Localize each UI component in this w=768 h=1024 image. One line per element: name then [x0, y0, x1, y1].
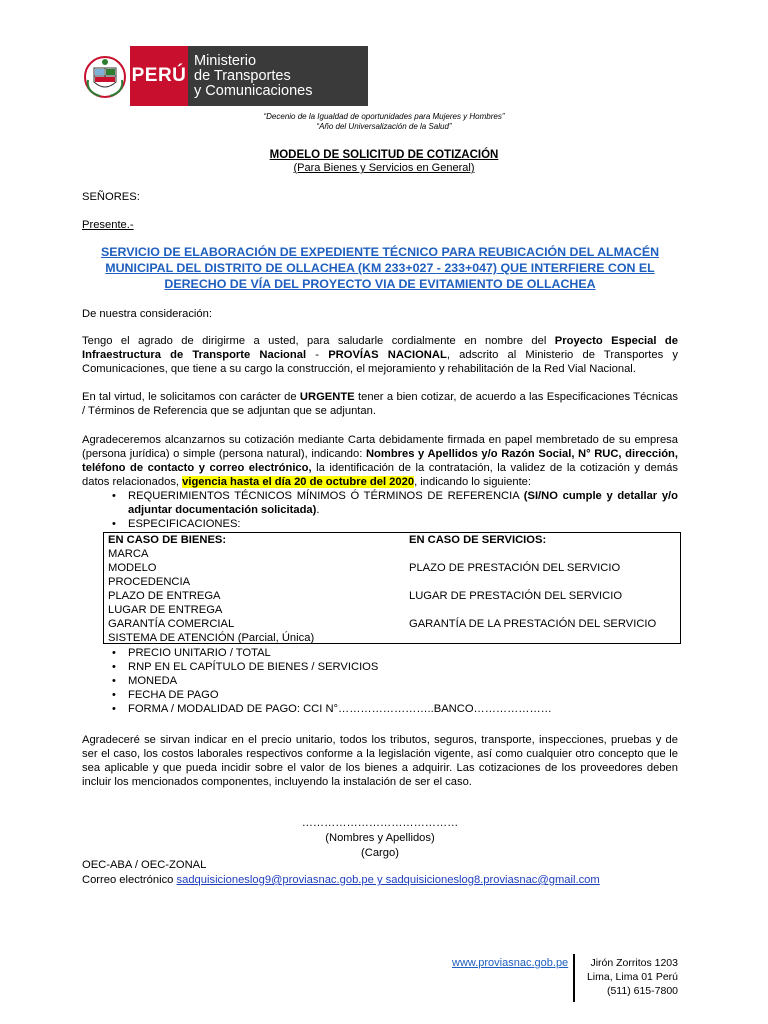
email-link[interactable]: sadquisicioneslog9@proviasnac.gob.pe y sadquisicioneslog8.proviasnac@gmail.com	[176, 874, 600, 886]
email-line	[82, 873, 678, 887]
paragraph-pricing: Agradeceré se sirvan indicar en el precio unitario, todos los tributos, seguros, transporte, inspecciones, pruebas y de ser el caso, los costos laborales respectivos conforme a la legislación vigente, así como cualquier otro concepto que le sea aplicable y que pueda incidir sobre el valor de los bienes a adquirir. Las cotizaciones de los proveedores deben incluir los mencionados componentes, incluyendo la instalación de ser el caso.	[82, 734, 678, 788]
services-item: LUGAR DE PRESTACIÓN DEL SERVICIO	[409, 590, 623, 602]
greeting: De nuestra consideración:	[82, 308, 212, 320]
presente: Presente.-	[82, 219, 134, 231]
country-label: PERÚ	[130, 46, 188, 106]
list-item: • MONEDA	[82, 674, 678, 688]
coat-of-arms-icon	[80, 46, 130, 106]
specifications-table	[103, 532, 681, 644]
ministry-logo	[80, 46, 368, 106]
goods-item: LUGAR DE ENTREGA	[108, 604, 223, 616]
services-item	[409, 575, 656, 589]
document-heading	[0, 149, 768, 174]
goods-item: SISTEMA DE ATENCIÓN (Parcial, Única)	[108, 632, 315, 644]
services-item	[409, 631, 656, 645]
validity-highlight: vigencia hasta el día 20 de octubre del 2020	[182, 476, 415, 488]
goods-item: PROCEDENCIA	[108, 576, 191, 588]
website-link[interactable]: www.proviasnac.gob.pe	[452, 957, 569, 969]
services-item	[409, 603, 656, 617]
signature-role: (Cargo)	[361, 847, 399, 859]
goods-header: EN CASO DE BIENES:	[108, 534, 227, 546]
goods-column	[108, 533, 314, 645]
salutation: SEÑORES:	[82, 191, 140, 203]
document-title: MODELO DE SOLICITUD DE COTIZACIÓN	[269, 149, 499, 161]
additional-requirements-list	[82, 646, 678, 716]
list-item: • REQUERIMIENTOS TÉCNICOS MÍNIMOS Ó TÉRMINOS DE REFERENCIA (SI/NO cumple y detallar y/o adjuntar documentación solicitada).	[82, 489, 678, 517]
services-header: EN CASO DE SERVICIOS:	[409, 534, 547, 546]
list-item: • RNP EN EL CAPÍTULO DE BIENES / SERVICIOS	[82, 660, 678, 674]
paragraph-intro: Tengo el agrado de dirigirme a usted, para saludarle cordialmente en nombre del Proyecto Especial de Infraestructura de Transporte Nacional - PROVÍAS NACIONAL, adscrito al Ministerio de Transportes y Comunicaciones, que tiene a su cargo la construcción, el mejoramiento y rehabilitación de la Red Vial Nacional.	[82, 335, 678, 375]
services-item	[409, 547, 656, 561]
paragraph-request: En tal virtud, le solicitamos con carácter de URGENTE tener a bien cotizar, de acuerdo a las Especificaciones Técnicas / Términos de Referencia que se adjuntan que se adjuntan.	[82, 391, 678, 417]
list-item: • FORMA / MODALIDAD DE PAGO: CCI N°……………………..BANCO…………………	[82, 702, 678, 716]
motto: “Decenio de la Igualdad de oportunidades para Mujeres y Hombres” “Año del Universalización de la Salud”	[263, 112, 505, 131]
office-label: OEC-ABA / OEC-ZONAL	[82, 859, 207, 871]
list-item: • FECHA DE PAGO	[82, 688, 678, 702]
signature-name: (Nombres y Apellidos)	[325, 832, 435, 844]
goods-item: MODELO	[108, 562, 157, 574]
email-label: Correo electrónico	[82, 874, 177, 886]
ministry-name: Ministerio de Transportes y Comunicaciones	[188, 46, 368, 106]
signature-line: ……………………………………	[301, 817, 459, 829]
signature-block	[82, 816, 678, 861]
goods-item: MARCA	[108, 548, 149, 560]
list-item: • PRECIO UNITARIO / TOTAL	[82, 646, 678, 660]
goods-item: GARANTÍA COMERCIAL	[108, 618, 235, 630]
services-item: PLAZO DE PRESTACIÓN DEL SERVICIO	[409, 562, 621, 574]
goods-item: PLAZO DE ENTREGA	[108, 590, 221, 602]
services-item: GARANTÍA DE LA PRESTACIÓN DEL SERVICIO	[409, 618, 657, 630]
list-item: • ESPECIFICACIONES:	[82, 517, 678, 531]
requirements-list	[82, 489, 678, 531]
footer-divider	[573, 954, 575, 1002]
services-column	[409, 533, 656, 645]
service-title: SERVICIO DE ELABORACIÓN DE EXPEDIENTE TÉCNICO PARA REUBICACIÓN DEL ALMACÉN MUNICIPAL DEL DISTRITO DE OLLACHEA (KM 233+027 - 233+047) QUE INTERFIERE CON EL DERECHO DE VÍA DEL PROYECTO VIA DE EVITAMIENTO DE OLLACHEA	[100, 245, 660, 291]
document-subtitle: (Para Bienes y Servicios en General)	[293, 162, 475, 174]
footer-address: Jirón Zorritos 1203 Lima, Lima 01 Perú (511) 615-7800	[586, 957, 678, 997]
paragraph-instructions: Agradeceremos alcanzarnos su cotización mediante Carta debidamente firmada en papel membretado de su empresa (persona jurídica) o simple (persona natural), indicando: Nombres y Apellidos y/o Razón Social, N° RUC, dirección, teléfono de contacto y correo electrónico, la identificación de la contratación, la validez de la cotización y demás datos relacionados, vigencia hasta el día 20 de octubre del 2020, indicando lo siguiente:	[82, 434, 679, 488]
